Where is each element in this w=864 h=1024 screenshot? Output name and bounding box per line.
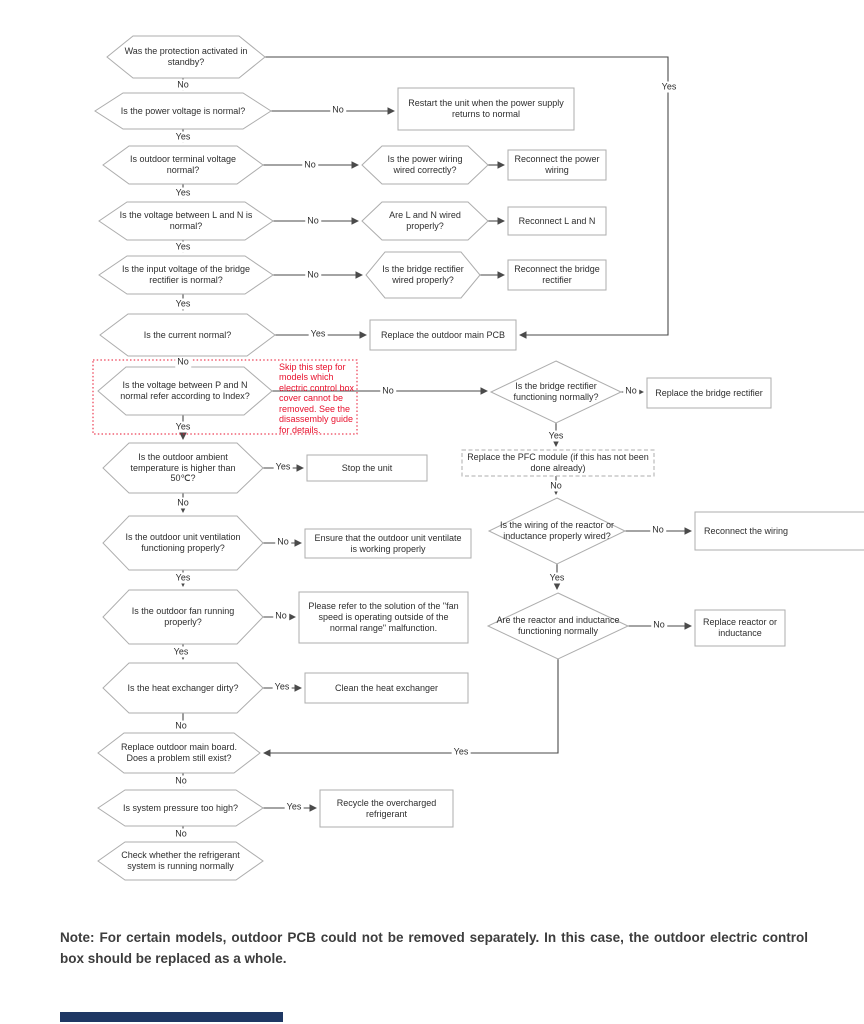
edge-label-q-r: No (175, 828, 187, 839)
edge-label-c-pw: No (304, 159, 316, 170)
edge-label-a-pcb: Yes (661, 81, 677, 92)
label-outdoor-terminal: Is outdoor terminal voltage normal? (129, 154, 237, 175)
edge-label-m-n: Yes (175, 572, 191, 583)
edge-label-p-q: No (175, 775, 187, 786)
edge-label-e-f: Yes (175, 298, 191, 309)
label-reconnect-l-n: Reconnect L and N (518, 215, 596, 226)
label-recycle-refrigerant: Recycle the overcharged refrigerant (336, 797, 437, 819)
edge-label-pfc-j: No (550, 480, 562, 491)
edge-label-j-rcw: No (652, 524, 664, 535)
label-replace-reactor: Replace reactor or inductance (702, 617, 778, 638)
edge-label-k-rri: No (653, 619, 665, 630)
edge-label-d-ln: No (307, 215, 319, 226)
edge-label-q-recycle: Yes (286, 801, 302, 812)
label-current-normal: Is the current normal? (143, 329, 232, 340)
label-system-pressure: Is system pressure too high? (122, 802, 239, 813)
label-voltage-p-n: Is the voltage between P and N normal refer according to Index? (120, 380, 250, 401)
label-reconnect-bridge: Reconnect the bridge rectifier (514, 264, 600, 285)
label-bridge-functioning: Is the bridge rectifier functioning normally? (513, 381, 599, 402)
edge-label-l-stop: Yes (275, 461, 291, 472)
edge-label-c-d: Yes (175, 187, 191, 198)
edge-label-b-c: Yes (175, 131, 191, 142)
label-replace-bridge: Replace the bridge rectifier (655, 387, 763, 398)
edge-label-k-p: Yes (453, 746, 469, 757)
edge-label-g-h: No (382, 385, 394, 396)
label-stop-unit: Stop the unit (341, 462, 393, 473)
label-reconnect-wiring: Reconnect the wiring (704, 525, 789, 536)
skip-step-annotation: Skip this step for models which electric control box cover cannot be removed. See the disassembly guide for details. (279, 362, 355, 435)
label-power-voltage: Is the power voltage is normal? (120, 105, 246, 116)
label-replace-pcb: Replace the outdoor main PCB (380, 329, 506, 340)
label-wiring-reactor: Is the wiring of the reactor or inductance properly wired? (499, 520, 615, 541)
edge-label-l-m: No (177, 497, 189, 508)
edge-label-f-g: No (177, 356, 189, 367)
edge-label-g-l: Yes (175, 421, 191, 432)
page-note: Note: For certain models, outdoor PCB could not be removed separately. In this case, the outdoor electric control box should be replaced as a whole. (60, 930, 808, 966)
label-restart-unit: Restart the unit when the power supply returns to normal (408, 98, 564, 119)
label-replace-main-board: Replace outdoor main board. Does a problem still exist? (120, 742, 238, 763)
edge-label-f-pcb: Yes (310, 328, 326, 339)
label-replace-pfc: Replace the PFC module (if this has not been done already) (467, 452, 649, 473)
label-clean-heat-exchanger: Clean the heat exchanger (334, 682, 439, 693)
label-l-n-wired: Are L and N wired properly? (389, 210, 461, 231)
label-ensure-ventilate: Ensure that the outdoor unit ventilate is working properly (314, 532, 462, 554)
edge-label-h-pfc: Yes (548, 430, 564, 441)
edge-label-o-p: No (175, 720, 187, 731)
edge-label-m-ensure: No (277, 536, 289, 547)
label-outdoor-fan: Is the outdoor fan running properly? (131, 606, 235, 627)
footer-bar (60, 1012, 283, 1022)
edge-label-a-b: No (177, 79, 189, 90)
label-ventilation: Is the outdoor unit ventilation functioning properly? (125, 532, 241, 553)
label-heat-exchanger: Is the heat exchanger dirty? (127, 682, 239, 693)
label-power-wiring-correct: Is the power wiring wired correctly? (387, 154, 463, 175)
label-voltage-l-n: Is the voltage between L and N is normal? (119, 210, 253, 231)
label-bridge-wired: Is the bridge rectifier wired properly? (382, 264, 464, 285)
edge-label-o-clean: Yes (274, 681, 290, 692)
edge-label-n-fansol: No (275, 610, 287, 621)
label-input-voltage-bridge: Is the input voltage of the bridge rectifier is normal? (121, 264, 251, 285)
edge-label-b-restart: No (332, 104, 344, 115)
edge-label-e-bw: No (307, 269, 319, 280)
edge-label-n-o: Yes (173, 646, 189, 657)
label-fan-solution: Please refer to the solution of the "fan speed is operating outside of the normal range" malfunction. (308, 601, 459, 633)
label-reconnect-power-wiring: Reconnect the power wiring (514, 154, 600, 175)
label-reactor-functioning: Are the reactor and inductance functioning normally (496, 615, 620, 636)
edge-label-d-e: Yes (175, 241, 191, 252)
edge-label-j-k: Yes (549, 572, 565, 583)
label-ambient-temp: Is the outdoor ambient temperature is higher than 50℃? (130, 451, 236, 484)
edge-label-h-rbr: No (625, 385, 637, 396)
label-refrigerant-system: Check whether the refrigerant system is running normally (121, 850, 240, 871)
label-was-protection: Was the protection activated in standby? (124, 46, 248, 67)
